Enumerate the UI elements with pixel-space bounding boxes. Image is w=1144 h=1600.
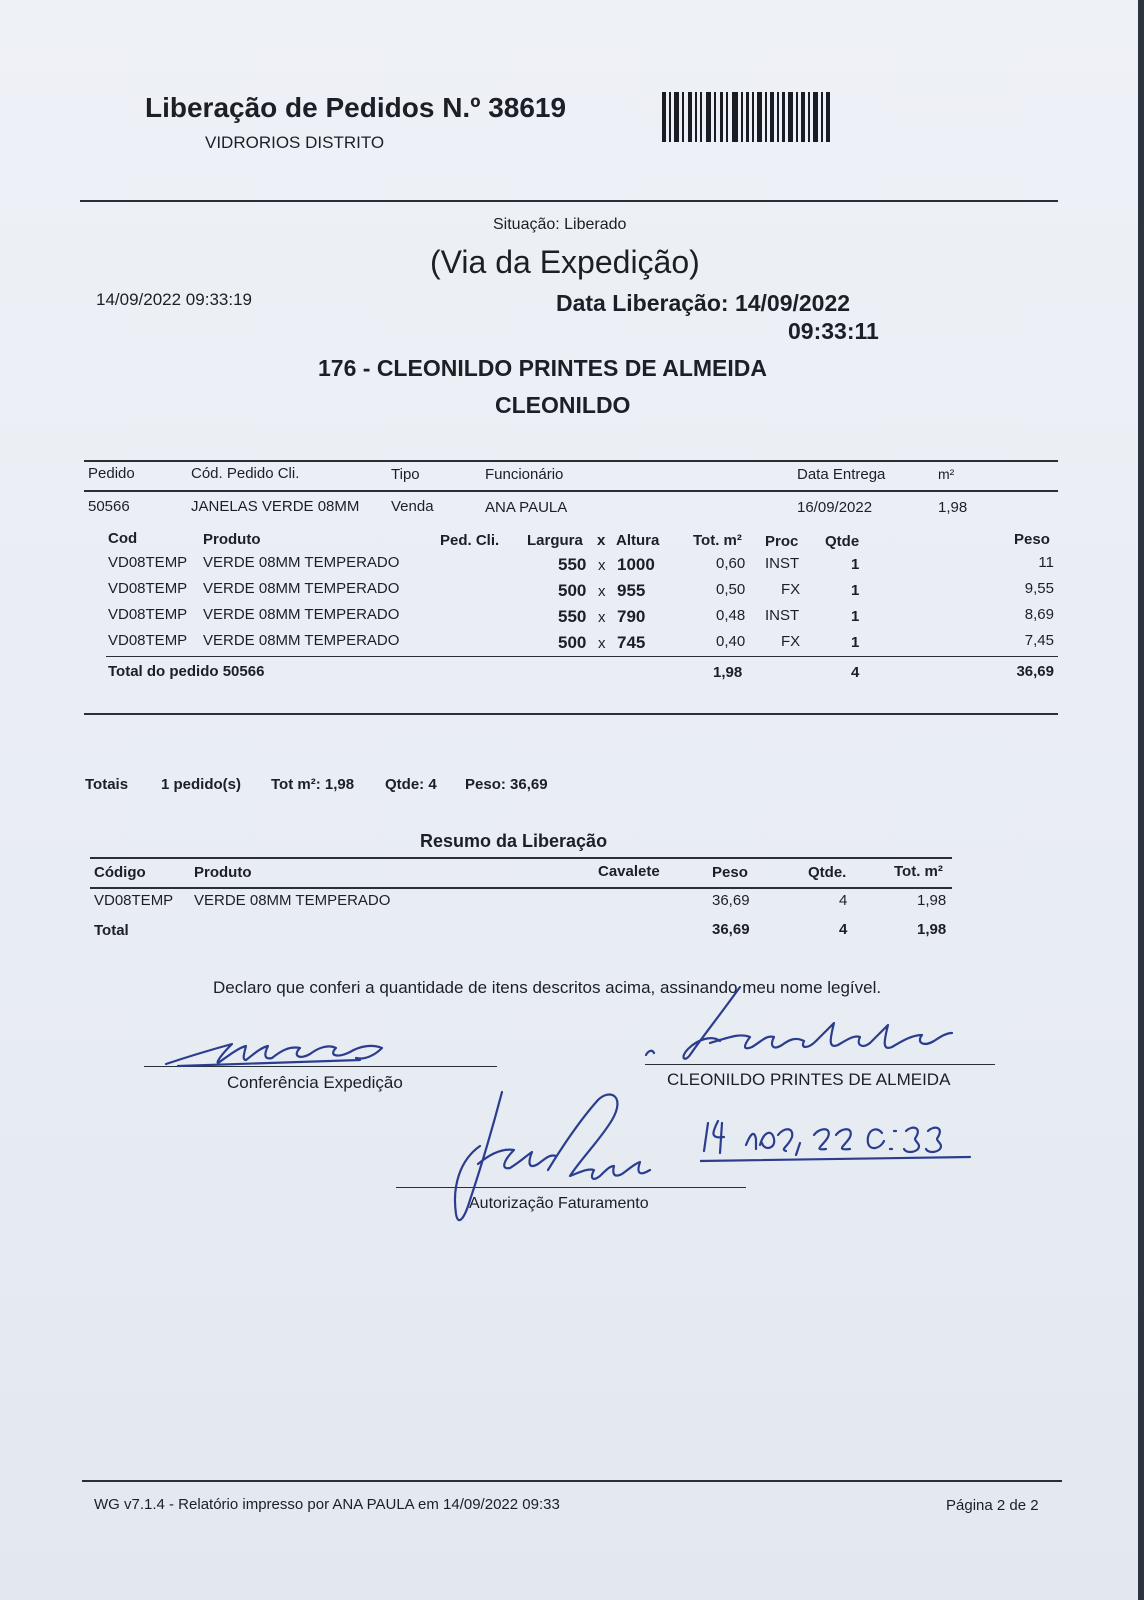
- resumo-title: Resumo da Liberação: [420, 831, 608, 851]
- column-qtde: Qtde: [825, 533, 860, 550]
- column-cavalete: Cavalete: [598, 863, 660, 880]
- item-proc: INST: [765, 555, 800, 572]
- item-produto: VERDE 08MM TEMPERADO: [203, 580, 400, 597]
- column-produto: Produto: [203, 531, 261, 548]
- column-produto: Produto: [194, 864, 252, 881]
- column-ped-cli: Ped. Cli.: [440, 532, 500, 549]
- company-name: VIDRORIOS DISTRITO: [205, 133, 385, 152]
- item-qtde: 1: [851, 608, 860, 625]
- item-produto: VERDE 08MM TEMPERADO: [203, 606, 400, 623]
- column-peso: Peso: [712, 864, 748, 881]
- totais-peso: Peso: 36,69: [465, 776, 548, 793]
- item-cod: VD08TEMP: [108, 554, 188, 571]
- data-liberacao-time: 09:33:11: [788, 318, 879, 344]
- totais-pedidos: 1 pedido(s): [161, 776, 242, 793]
- total-pedido-peso: 36,69: [1016, 663, 1054, 680]
- m2-value: 1,98: [938, 499, 968, 516]
- order-header-top-rule: [84, 460, 1058, 462]
- total-pedido-qtde: 4: [851, 664, 860, 681]
- declaration-text: Declaro que conferi a quantidade de itens descritos acima, assinando meu nome legível.: [213, 978, 882, 997]
- item-largura: 500: [558, 581, 587, 600]
- item-tot-m2: 0,50: [716, 581, 746, 598]
- totais-label: Totais: [85, 776, 129, 793]
- item-proc: INST: [765, 607, 800, 624]
- header-divider: [80, 200, 1058, 202]
- resumo-total-tot-m2: 1,98: [917, 921, 947, 938]
- item-qtde: 1: [851, 634, 860, 651]
- column-cod-pedido-cli: Cód. Pedido Cli.: [191, 465, 300, 482]
- resumo-total-qtde: 4: [839, 921, 848, 938]
- column-pedido: Pedido: [88, 465, 135, 482]
- item-proc: FX: [781, 581, 801, 598]
- item-produto: VERDE 08MM TEMPERADO: [203, 554, 400, 571]
- item-qtde: 1: [851, 582, 860, 599]
- footer-page-number: Página 2 de 2: [946, 1497, 1039, 1514]
- document-title: Liberação de Pedidos N.º 38619: [145, 92, 567, 123]
- resumo-codigo: VD08TEMP: [94, 892, 174, 909]
- items-total-rule: [106, 656, 1058, 657]
- tipo-value: Venda: [391, 498, 434, 515]
- resumo-total-label: Total: [94, 922, 129, 939]
- printed-timestamp: 14/09/2022 09:33:19: [96, 290, 252, 309]
- item-altura: 955: [617, 581, 646, 600]
- total-pedido-m2: 1,98: [713, 664, 743, 681]
- cliente-signature: [640, 985, 960, 1065]
- order-end-rule: [84, 713, 1058, 715]
- footer-report-info: WG v7.1.4 - Relatório impresso por ANA PAULA em 14/09/2022 09:33: [94, 1496, 560, 1513]
- data-liberacao: Data Liberação: 14/09/2022: [556, 290, 851, 316]
- autorizacao-label: Autorização Faturamento: [469, 1195, 649, 1212]
- cliente-apelido: CLEONILDO: [495, 392, 631, 418]
- totais-qtde: Qtde: 4: [385, 776, 437, 793]
- item-cod: VD08TEMP: [108, 632, 188, 649]
- item-x: x: [598, 635, 606, 652]
- column-data-entrega: Data Entrega: [797, 466, 886, 483]
- column-codigo: Código: [94, 864, 146, 881]
- item-proc: FX: [781, 633, 801, 650]
- column-proc: Proc: [765, 533, 799, 550]
- item-x: x: [598, 609, 606, 626]
- situacao-text: Situação: Liberado: [493, 216, 627, 233]
- order-header-bottom-rule: [84, 490, 1058, 492]
- resumo-tot-m2: 1,98: [917, 892, 947, 909]
- resumo-top-rule: [90, 857, 952, 859]
- column-m2: m²: [938, 466, 955, 482]
- item-altura: 790: [617, 607, 646, 626]
- funcionario-value: ANA PAULA: [485, 499, 568, 516]
- resumo-total-peso: 36,69: [712, 921, 750, 938]
- item-cod: VD08TEMP: [108, 606, 188, 623]
- item-peso: 11: [1038, 554, 1054, 571]
- column-x: x: [597, 532, 606, 549]
- item-produto: VERDE 08MM TEMPERADO: [203, 632, 400, 649]
- item-peso: 7,45: [1024, 632, 1054, 649]
- cliente-signature-label: CLEONILDO PRINTES DE ALMEIDA: [667, 1070, 951, 1089]
- item-x: x: [598, 557, 606, 574]
- item-x: x: [598, 583, 606, 600]
- total-pedido-label: Total do pedido 50566: [108, 663, 265, 680]
- item-altura: 1000: [617, 555, 655, 574]
- footer-rule: [82, 1480, 1062, 1482]
- resumo-header-rule: [90, 887, 952, 889]
- handwritten-date: [700, 1115, 975, 1165]
- autorizacao-signature: [430, 1090, 690, 1230]
- item-largura: 550: [558, 607, 587, 626]
- data-entrega-value: 16/09/2022: [797, 499, 873, 516]
- item-largura: 550: [558, 555, 587, 574]
- item-tot-m2: 0,40: [716, 633, 746, 650]
- item-cod: VD08TEMP: [108, 580, 188, 597]
- totais-m2: Tot m²: 1,98: [271, 776, 355, 793]
- item-peso: 8,69: [1024, 606, 1054, 623]
- item-peso: 9,55: [1024, 580, 1054, 597]
- item-largura: 500: [558, 633, 587, 652]
- column-tot-m2: Tot. m²: [894, 863, 943, 880]
- cliente-name: 176 - CLEONILDO PRINTES DE ALMEIDA: [318, 355, 767, 381]
- item-qtde: 1: [851, 556, 860, 573]
- via-label: (Via da Expedição): [430, 244, 700, 280]
- column-cod: Cod: [108, 530, 138, 547]
- column-altura: Altura: [616, 532, 660, 549]
- column-largura: Largura: [527, 532, 583, 549]
- conferencia-signature: [160, 1030, 400, 1070]
- item-tot-m2: 0,60: [716, 555, 746, 572]
- pedido-value: 50566: [88, 498, 130, 515]
- item-altura: 745: [617, 633, 646, 652]
- resumo-qtde: 4: [839, 892, 848, 909]
- column-qtde: Qtde.: [808, 864, 847, 881]
- column-peso: Peso: [1014, 531, 1050, 548]
- resumo-peso: 36,69: [712, 892, 750, 909]
- column-tipo: Tipo: [391, 466, 420, 483]
- column-tot-m2: Tot. m²: [693, 532, 742, 549]
- item-tot-m2: 0,48: [716, 607, 746, 624]
- column-funcionario: Funcionário: [485, 466, 564, 483]
- cod-pedido-cli-value: JANELAS VERDE 08MM: [191, 498, 360, 515]
- resumo-produto: VERDE 08MM TEMPERADO: [194, 892, 391, 909]
- barcode-icon: [662, 92, 834, 142]
- conferencia-label: Conferência Expedição: [227, 1073, 403, 1092]
